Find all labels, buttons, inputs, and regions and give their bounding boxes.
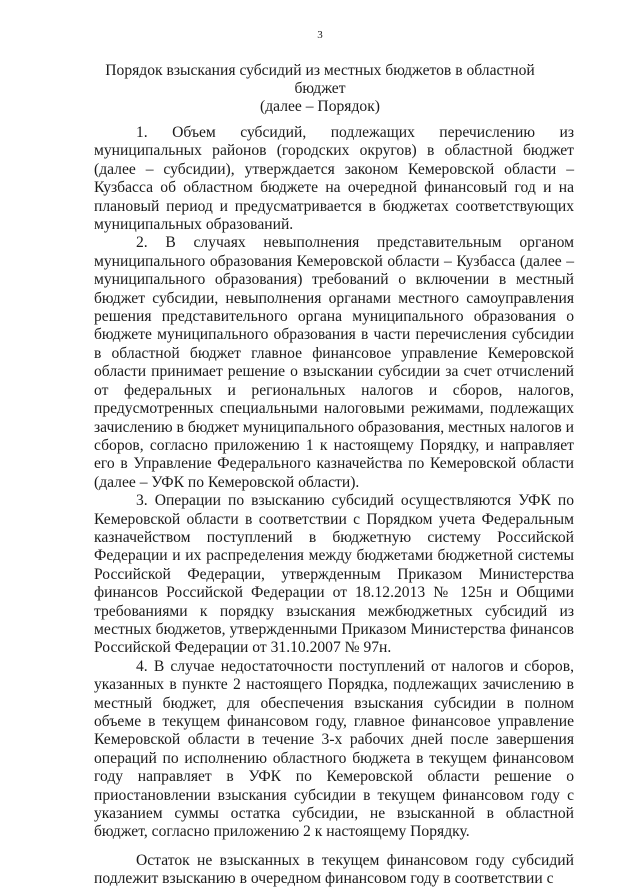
paragraph-1: 1. Объем субсидий, подлежащих перечислению из муниципальных районов (городских округов) в областной бюджет (далее – субсидии), утверждается законом Кемеровской области – Кузбасса об областном бюджете на очередной финансовый год и на плановый период и предусматривается в бюджетах соответствующих муниципальных образований. — [94, 124, 574, 234]
paragraph-5: Остаток не взысканных в текущем финансовом году субсидий подлежит взысканию в очередном финансовом году в соответствии с — [94, 851, 574, 888]
document-title-line-2: (далее – Порядок) — [260, 98, 380, 115]
document-body — [94, 124, 574, 889]
paragraph-4: 4. В случае недостаточности поступлений от налогов и сборов, указанных в пункте 2 настоящего Порядка, подлежащих зачислению в местный бюджет, для обеспечения взыскания субсидии в полном объеме в текущем финансовом году, главное финансовое управление Кемеровской области в течение 3-х рабочих дней после завершения операций по исполнению областного бюджета в текущем финансовом году направляет в УФК по Кемеровской области решение о приостановлении взыскания субсидии в текущем финансовом году с указанием суммы остатка субсидии, не взысканной в областной бюджет, согласно приложению 2 к настоящему Порядку. — [94, 657, 574, 841]
document-title-line-1: Порядок взыскания субсидий из местных бюджетов в областной бюджет — [105, 62, 535, 97]
page-number: 3 — [317, 29, 323, 41]
document-title — [78, 62, 562, 116]
paragraph-2: 2. В случаях невыполнения представительным органом муниципального образования Кемеровской области – Кузбасса (далее – муниципального образования) требований о включении в местный бюджет субсидии, невыполнения органами местного самоуправления решения представительного органа муниципального образования о бюджете муниципального образования в части перечисления субсидии в областной бюджет главное финансовое управление Кемеровской области принимает решение о взыскании субсидии за счет отчислений от федеральных и региональных налогов и сборов, налогов, предусмотренных специальными налоговыми режимами, подлежащих зачислению в бюджет муниципального образования, местных налогов и сборов, согласно приложению 1 к настоящему Порядку, и направляет его в Управление Федерального казначейства по Кемеровской области (далее – УФК по Кемеровской области). — [94, 234, 574, 491]
paragraph-3: 3. Операции по взысканию субсидий осуществляются УФК по Кемеровской области в соответствии с Порядком учета Федеральным казначейством поступлений в бюджетную систему Российской Федерации и их распределения между бюджетами бюджетной системы Российской Федерации, утвержденным Приказом Министерства финансов Российской Федерации от 18.12.2013 № 125н и Общими требованиями к порядку взыскания межбюджетных субсидий из местных бюджетов, утвержденными Приказом Министерства финансов Российской Федерации от 31.10.2007 № 97н. — [94, 492, 574, 657]
